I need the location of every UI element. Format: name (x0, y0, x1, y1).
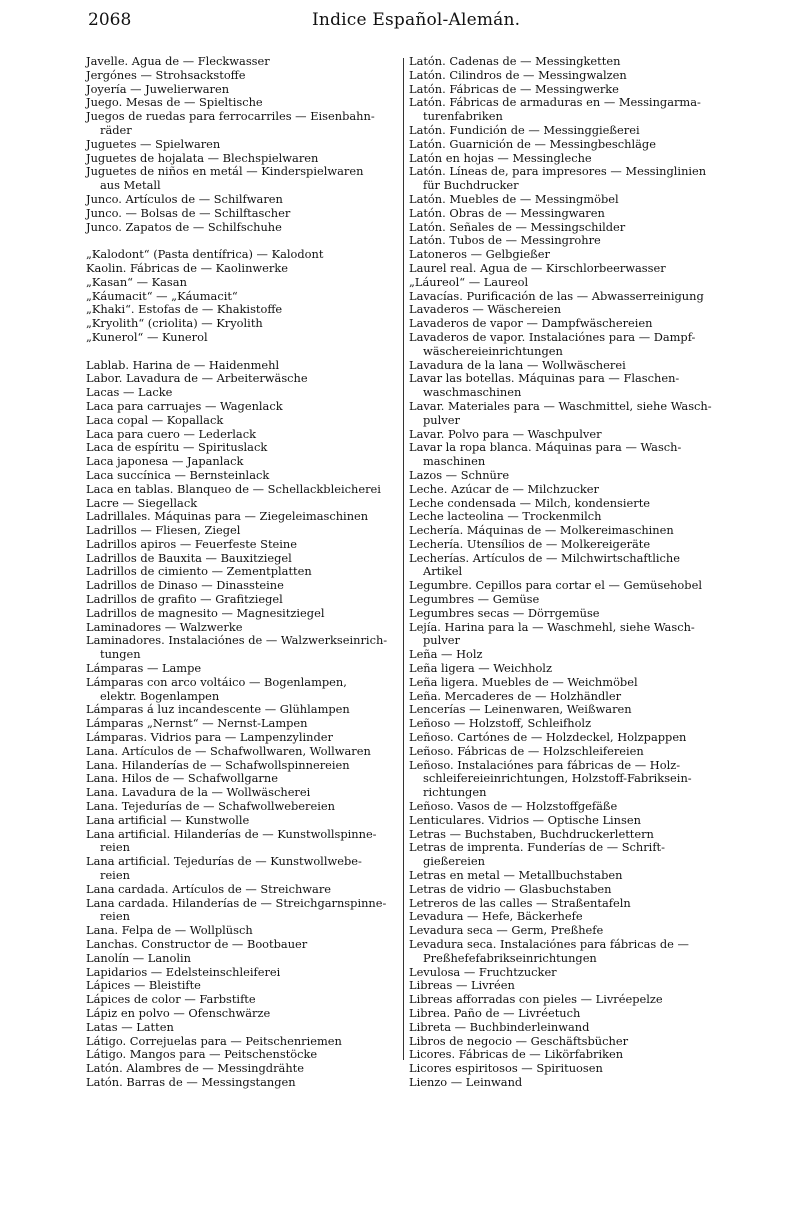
entry-text: Licores espiritosos — Spirituosen (409, 1061, 603, 1076)
index-entry (409, 883, 727, 897)
index-entry (409, 1021, 727, 1035)
index-entry (409, 579, 727, 593)
index-entry (409, 731, 727, 745)
entry-text: Letras de imprenta. Funderías de — Schrift- (409, 840, 665, 855)
entry-text: Lacre — Siegellack (86, 495, 198, 510)
index-entry (409, 552, 727, 580)
entry-text: „Kasan“ — Kasan (86, 274, 187, 289)
index-entry (86, 372, 398, 386)
entry-text: Lana. Tejedurías de — Schafwollwebereien (86, 799, 335, 814)
entry-continuation: pulver (423, 633, 460, 648)
index-entry (409, 290, 727, 304)
index-entry (86, 497, 398, 511)
index-entry (86, 552, 398, 566)
entry-text: Lana. Hilanderías de — Schafwollspinnereien (86, 757, 350, 772)
entry-text: Ladrillos de Dinaso — Dinassteine (86, 578, 284, 593)
entry-text: Latón. Señales de — Messingschilder (409, 219, 626, 234)
entry-text: Legumbres — Gemüse (409, 592, 540, 607)
index-entry (86, 966, 398, 980)
index-entry (86, 759, 398, 773)
entry-text: Laca para carruajes — Wagenlack (86, 398, 283, 413)
entry-text: Lana. Artículos de — Schafwollwaren, Wollwaren (86, 743, 371, 758)
index-entry (86, 993, 398, 1007)
entry-continuation: für Buchdrucker (423, 178, 519, 193)
index-entry (86, 138, 398, 152)
index-entry (86, 400, 398, 414)
entry-text: Latón. Barras de — Messingstangen (86, 1074, 296, 1089)
index-entry (86, 441, 398, 455)
index-entry (409, 966, 727, 980)
index-entry (409, 510, 727, 524)
index-entry (86, 579, 398, 593)
index-entry (409, 359, 727, 373)
entry-text: Lacas — Lacke (86, 385, 173, 400)
index-entry (409, 83, 727, 97)
index-entry (409, 814, 727, 828)
index-entry (409, 924, 727, 938)
entry-text: Letras — Buchstaben, Buchdruckerlettern (409, 826, 654, 841)
entry-text: Latón en hojas — Messingleche (409, 150, 592, 165)
entry-continuation: reien (100, 840, 130, 855)
entry-text: „Káumacit“ — „Káumacit“ (86, 288, 238, 303)
index-entry (86, 607, 398, 621)
entry-text: Laca para cuero — Lederlack (86, 426, 256, 441)
index-entry (409, 138, 727, 152)
index-entry (86, 331, 398, 345)
page-title: Indice Español-Alemán. (312, 10, 521, 30)
entry-text: Latón. Obras de — Messingwaren (409, 205, 605, 220)
index-entry (86, 483, 398, 497)
index-entry (86, 731, 398, 745)
entry-text: Legumbres secas — Dörrgemüse (409, 605, 600, 620)
column-divider (403, 58, 404, 1060)
index-entry (409, 1076, 727, 1090)
entry-text: Lana artificial — Kunstwolle (86, 812, 250, 827)
index-entry (86, 924, 398, 938)
index-column-right (409, 55, 727, 1090)
index-entry (409, 1062, 727, 1076)
entry-continuation: waschmaschinen (423, 385, 522, 400)
entry-text: Lechería. Utensílios de — Molkereigeräte (409, 536, 651, 551)
index-entry (86, 1048, 398, 1062)
index-entry (409, 165, 727, 193)
index-entry (409, 1035, 727, 1049)
index-entry (86, 938, 398, 952)
entry-continuation: tungen (100, 647, 141, 662)
entry-text: Junco. Artículos de — Schilfwaren (86, 191, 283, 206)
index-entry (86, 979, 398, 993)
index-entry (86, 469, 398, 483)
entry-text: Latón. Fábricas de — Messingwerke (409, 81, 619, 96)
entry-text: Lavadura de la lana — Wollwäscherei (409, 357, 626, 372)
index-entry (409, 262, 727, 276)
index-entry (86, 317, 398, 331)
entry-continuation: räder (100, 122, 132, 137)
entry-text: Leñoso — Holzstoff, Schleifholz (409, 716, 592, 731)
entry-text: Lápices — Bleistifte (86, 978, 201, 993)
index-entry (409, 276, 727, 290)
entry-text: Ladrillos de Bauxita — Bauxitziegel (86, 550, 292, 565)
index-entry (86, 303, 398, 317)
index-entry (409, 524, 727, 538)
entry-text: Látigo. Correjuelas para — Peitschenriemen (86, 1033, 342, 1048)
index-entry (86, 565, 398, 579)
index-entry (86, 165, 398, 193)
entry-text: Laminadores. Instalaciónes de — Walzwerkseinrich- (86, 633, 388, 648)
index-entry (86, 786, 398, 800)
index-entry (409, 593, 727, 607)
entry-text: Libreas — Livréen (409, 978, 515, 993)
index-entry (409, 745, 727, 759)
entry-text: Librea. Paño de — Livréetuch (409, 1005, 581, 1020)
index-entry (86, 1035, 398, 1049)
entry-text: Lavacías. Purificación de las — Abwasserreinigung (409, 288, 704, 303)
entry-text: Lejía. Harina para la — Waschmehl, siehe Wasch- (409, 619, 695, 634)
index-entry (409, 662, 727, 676)
index-entry (409, 993, 727, 1007)
entry-text: Laca japonesa — Japanlack (86, 454, 244, 469)
index-entry (86, 414, 398, 428)
index-entry (86, 662, 398, 676)
index-entry (409, 979, 727, 993)
entry-text: Ladrillos de magnesito — Magnesitziegel (86, 605, 325, 620)
entry-text: Leche condensada — Milch, kondensierte (409, 495, 651, 510)
index-entry (409, 372, 727, 400)
index-entry (86, 524, 398, 538)
index-entry (409, 483, 727, 497)
entry-continuation: turenfabriken (423, 109, 503, 124)
index-entry (409, 469, 727, 483)
entry-text: Leche. Azúcar de — Milchzucker (409, 481, 599, 496)
entry-text: Laca succínica — Bernsteinlack (86, 467, 270, 482)
entry-continuation: richtungen (423, 785, 487, 800)
index-entry (86, 676, 398, 704)
entry-text: Ladrillos de cimiento — Zementplatten (86, 564, 312, 579)
entry-continuation: aus Metall (100, 178, 161, 193)
index-entry (86, 800, 398, 814)
entry-text: Lazos — Schnüre (409, 467, 510, 482)
index-entry (86, 717, 398, 731)
entry-text: Leñoso. Cartónes de — Holzdeckel, Holzpappen (409, 730, 687, 745)
entry-text: Laca de espíritu — Spirituslack (86, 440, 268, 455)
entry-text: Lapidarios — Edelsteinschleiferei (86, 964, 281, 979)
entry-text: „Kryolith“ (criolita) — Kryolith (86, 316, 263, 331)
entry-text: Juguetes de hojalata — Blechspielwaren (86, 150, 319, 165)
entry-continuation: schleifereieinrichtungen, Holzstoff-Fabriksein- (423, 771, 692, 786)
index-entry (409, 207, 727, 221)
index-entry (409, 841, 727, 869)
index-entry (86, 193, 398, 207)
entry-text: Jergónes — Strohsackstoffe (86, 67, 246, 82)
index-entry (86, 814, 398, 828)
entry-text: Lana. Lavadura de la — Wollwäscherei (86, 785, 311, 800)
index-entry (86, 828, 398, 856)
index-entry (409, 800, 727, 814)
entry-text: Lámparas „Nernst“ — Nernst-Lampen (86, 716, 308, 731)
entry-text: Latoneros — Gelbgießer (409, 247, 550, 262)
entry-text: Leche lacteolina — Trockenmilch (409, 509, 602, 524)
index-entry (86, 110, 398, 138)
entry-text: Lechería. Máquinas de — Molkereimaschinen (409, 523, 674, 538)
entry-text: Lenticulares. Vidrios — Optische Linsen (409, 812, 641, 827)
index-entry (409, 869, 727, 883)
entry-text: Leña. Mercaderes de — Holzhändler (409, 688, 622, 703)
entry-text: Lana cardada. Artículos de — Streichware (86, 881, 332, 896)
entry-text: Lápices de color — Farbstifte (86, 992, 256, 1007)
index-entry (409, 303, 727, 317)
entry-text: Legumbre. Cepillos para cortar el — Gemüsehobel (409, 578, 702, 593)
entry-text: Juego. Mesas de — Spieltische (86, 95, 263, 110)
entry-text: Libreas afforradas con pieles — Livréepelze (409, 992, 663, 1007)
entry-text: Juguetes — Spielwaren (86, 136, 221, 151)
index-entry (86, 262, 398, 276)
entry-text: Latas — Latten (86, 1019, 174, 1034)
entry-text: Latón. Muebles de — Messingmöbel (409, 191, 619, 206)
index-entry (409, 55, 727, 69)
entry-text: Látigo. Mangos para — Peitschenstöcke (86, 1047, 318, 1062)
entry-text: Leñoso. Fábricas de — Holzschleifereien (409, 743, 644, 758)
entry-text: Libros de negocio — Geschäftsbücher (409, 1033, 629, 1048)
entry-text: Laminadores — Walzwerke (86, 619, 243, 634)
entry-text: Leñoso. Instalaciónes para fábricas de — Holz- (409, 757, 681, 772)
index-entry (86, 1007, 398, 1021)
entry-text: Laca en tablas. Blanqueo de — Schellackbleicherei (86, 481, 381, 496)
index-entry (409, 248, 727, 262)
entry-text: Lápiz en polvo — Ofenschwärze (86, 1005, 271, 1020)
index-entry (86, 1062, 398, 1076)
index-entry (409, 193, 727, 207)
entry-text: Leñoso. Vasos de — Holzstoffgefäße (409, 799, 618, 814)
index-entry (86, 883, 398, 897)
entry-text: Latón. Fábricas de armaduras en — Messingarma- (409, 95, 701, 110)
entry-text: Letreros de las calles — Straßentafeln (409, 895, 631, 910)
entry-text: Letras de vidrio — Glasbuchstaben (409, 881, 612, 896)
entry-text: „Kalodont“ (Pasta dentífrica) — Kalodont (86, 247, 324, 262)
entry-continuation: maschinen (423, 454, 486, 469)
entry-text: Lana artificial. Hilanderías de — Kunstwollspinne- (86, 826, 377, 841)
entry-text: Lablab. Harina de — Haidenmehl (86, 357, 280, 372)
index-entry (409, 938, 727, 966)
index-entry (409, 703, 727, 717)
index-entry (409, 96, 727, 124)
entry-text: Laurel real. Agua de — Kirschlorbeerwasser (409, 260, 666, 275)
entry-text: Latón. Líneas de, para impresores — Messinglinien (409, 164, 707, 179)
entry-text: Juegos de ruedas para ferrocarriles — Eisenbahn- (86, 109, 375, 124)
index-entry (86, 359, 398, 373)
entry-text: Kaolin. Fábricas de — Kaolinwerke (86, 260, 288, 275)
entry-text: Lámparas — Lampe (86, 661, 202, 676)
index-entry (409, 607, 727, 621)
index-entry (86, 772, 398, 786)
entry-text: „Khaki“. Estofas de — Khakistoffe (86, 302, 283, 317)
entry-text: Lámparas. Vidrios para — Lampenzylinder (86, 730, 333, 745)
entry-continuation: Artikel (423, 564, 463, 579)
entry-text: Lanchas. Constructor de — Bootbauer (86, 937, 308, 951)
entry-text: Lienzo — Leinwand (409, 1074, 523, 1089)
entry-text: Latón. Cilindros de — Messingwalzen (409, 67, 627, 82)
index-entry (409, 1048, 727, 1062)
entry-continuation: Preßhefefabrikseinrichtungen (423, 950, 597, 965)
entry-text: Lana cardada. Hilanderías de — Streichgarnspinne- (86, 895, 387, 910)
entry-text: Lavaderos de vapor. Instalaciónes para — Dampf- (409, 329, 696, 344)
entry-text: Lavaderos de vapor — Dampfwäschereien (409, 316, 653, 331)
index-entry (86, 621, 398, 635)
index-entry (409, 717, 727, 731)
entry-text: Joyería — Juwelierwaren (86, 81, 230, 96)
entry-text: Lavaderos — Wäschereien (409, 302, 562, 317)
entry-text: Licores. Fábricas de — Likörfabriken (409, 1047, 624, 1062)
entry-text: Lámparas á luz incandescente — Glühlampen (86, 702, 350, 717)
entry-text: Juguetes de niños en metál — Kinderspielwaren (86, 164, 364, 179)
index-entry (409, 690, 727, 704)
index-entry (409, 1007, 727, 1021)
entry-continuation: wäschereieinrichtungen (423, 343, 563, 358)
index-entry (86, 455, 398, 469)
index-entry (86, 538, 398, 552)
index-entry (86, 593, 398, 607)
index-entry (409, 441, 727, 469)
entry-continuation: elektr. Bogenlampen (100, 688, 220, 703)
entry-text: Lavar. Materiales para — Waschmittel, siehe Wasch- (409, 398, 712, 413)
entry-continuation: pulver (423, 412, 460, 427)
index-entry (86, 152, 398, 166)
index-entry (409, 648, 727, 662)
entry-text: Ladrillales. Máquinas para — Ziegeleimaschinen (86, 509, 369, 524)
entry-continuation: reien (100, 868, 130, 883)
section-gap (86, 345, 398, 359)
index-entry (86, 83, 398, 97)
entry-text: Leña ligera — Weichholz (409, 661, 552, 676)
entry-text: Leña — Holz (409, 647, 483, 662)
entry-text: Latón. Alambres de — Messingdrähte (86, 1061, 304, 1076)
index-entry (86, 248, 398, 262)
entry-text: Latón. Cadenas de — Messingketten (409, 54, 621, 68)
index-entry (86, 96, 398, 110)
index-entry (86, 745, 398, 759)
entry-text: Latón. Guarnición de — Messingbeschläge (409, 136, 656, 151)
index-column-left (86, 55, 398, 1090)
entry-text: Ladrillos de grafito — Grafitziegel (86, 592, 283, 607)
entry-text: Lencerías — Leinenwaren, Weißwaren (409, 702, 632, 717)
index-entry (409, 497, 727, 511)
index-entry (86, 1021, 398, 1035)
entry-text: Levadura — Hefe, Bäckerhefe (409, 909, 583, 924)
entry-text: Junco. — Bolsas de — Schilftascher (86, 205, 291, 220)
index-entry (409, 538, 727, 552)
page-number: 2068 (88, 10, 132, 30)
entry-text: Lana. Felpa de — Wollplüsch (86, 923, 253, 938)
entry-text: Lana. Hilos de — Schafwollgarne (86, 771, 278, 786)
entry-text: Lecherías. Artículos de — Milchwirtschaftliche (409, 550, 680, 565)
index-entry (409, 317, 727, 331)
index-entry (409, 124, 727, 138)
index-entry (409, 910, 727, 924)
entry-text: Leña ligera. Muebles de — Weichmöbel (409, 674, 638, 689)
entry-text: Letras en metal — Metallbuchstaben (409, 868, 623, 883)
index-entry (86, 276, 398, 290)
index-entry (86, 55, 398, 69)
index-entry (409, 676, 727, 690)
entry-text: Levadura seca. Instalaciónes para fábricas de — (409, 937, 689, 951)
index-entry (409, 152, 727, 166)
entry-continuation: gießereien (423, 854, 485, 869)
index-entry (409, 759, 727, 800)
index-entry (86, 510, 398, 524)
entry-text: Latón. Fundición de — Messinggießerei (409, 122, 640, 137)
index-entry (86, 952, 398, 966)
index-entry (86, 703, 398, 717)
entry-text: Ladrillos apiros — Feuerfeste Steine (86, 536, 297, 551)
entry-text: Lavar la ropa blanca. Máquinas para — Wasch- (409, 440, 682, 455)
entry-text: Lámparas con arco voltáico — Bogenlampen, (86, 674, 347, 689)
entry-text: Lavar las botellas. Máquinas para — Flaschen- (409, 371, 680, 386)
entry-text: Latón. Tubos de — Messingrohre (409, 233, 601, 248)
entry-text: Levulosa — Fruchtzucker (409, 964, 557, 979)
index-entry (86, 634, 398, 662)
index-entry (409, 331, 727, 359)
index-entry (86, 221, 398, 235)
entry-text: Javelle. Agua de — Fleckwasser (86, 54, 270, 68)
entry-text: Libreta — Buchbinderleinwand (409, 1019, 590, 1034)
index-entry (409, 897, 727, 911)
entry-text: Laca copal — Kopallack (86, 412, 224, 427)
index-entry (409, 69, 727, 83)
entry-text: Lana artificial. Tejedurías de — Kunstwollwebe- (86, 854, 362, 869)
entry-continuation: reien (100, 909, 130, 924)
index-entry (86, 1076, 398, 1090)
entry-text: Lavar. Polvo para — Waschpulver (409, 426, 602, 441)
entry-text: Lanolín — Lanolin (86, 950, 191, 965)
entry-text: „Láureol“ — Laureol (409, 274, 529, 289)
entry-text: Junco. Zapatos de — Schilfschuhe (86, 219, 282, 234)
index-entry (86, 290, 398, 304)
section-gap (86, 234, 398, 248)
entry-text: Ladrillos — Fliesen, Ziegel (86, 523, 241, 538)
entry-text: „Kunerol“ — Kunerol (86, 329, 208, 344)
index-entry (409, 234, 727, 248)
entry-text: Levadura seca — Germ, Preßhefe (409, 923, 604, 938)
index-entry (409, 621, 727, 649)
index-entry (86, 386, 398, 400)
index-entry (86, 69, 398, 83)
index-entry (86, 855, 398, 883)
index-entry (86, 207, 398, 221)
index-entry (86, 428, 398, 442)
index-entry (86, 897, 398, 925)
index-entry (409, 400, 727, 428)
index-entry (409, 428, 727, 442)
entry-text: Labor. Lavadura de — Arbeiterwäsche (86, 371, 308, 386)
index-entry (409, 828, 727, 842)
index-entry (409, 221, 727, 235)
